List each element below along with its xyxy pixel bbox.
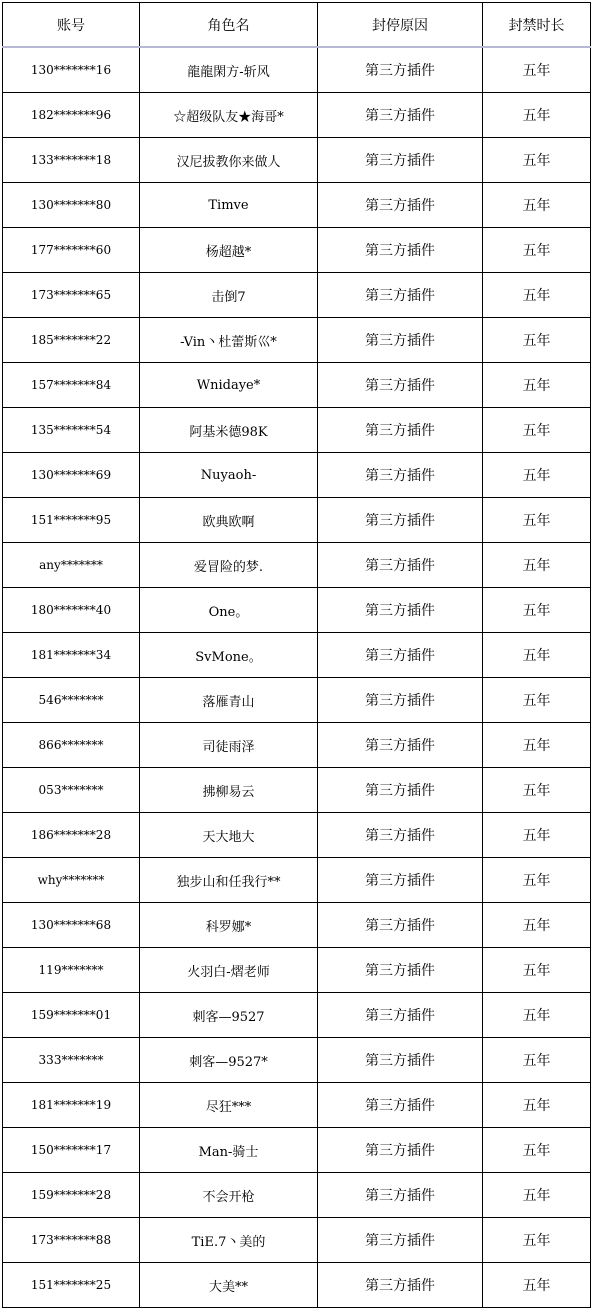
cell-ban-duration: 五年 [483, 633, 591, 678]
cell-role-name: 天大地大 [140, 813, 318, 858]
cell-account: 151*******95 [3, 498, 140, 543]
table-row [3, 543, 591, 588]
cell-account: 546******* [3, 678, 140, 723]
cell-ban-reason: 第三方插件 [318, 588, 483, 633]
table-row [3, 1083, 591, 1128]
table-row [3, 363, 591, 408]
header-role-name: 角色名 [140, 3, 318, 48]
table-header [3, 3, 591, 48]
cell-ban-duration: 五年 [483, 498, 591, 543]
cell-account: 173*******65 [3, 273, 140, 318]
cell-ban-reason: 第三方插件 [318, 318, 483, 363]
table-row [3, 678, 591, 723]
cell-ban-duration: 五年 [483, 1083, 591, 1128]
cell-ban-reason: 第三方插件 [318, 183, 483, 228]
cell-ban-duration: 五年 [483, 183, 591, 228]
table-row [3, 723, 591, 768]
cell-ban-reason: 第三方插件 [318, 363, 483, 408]
cell-ban-reason: 第三方插件 [318, 1263, 483, 1308]
cell-ban-duration: 五年 [483, 813, 591, 858]
cell-ban-duration: 五年 [483, 47, 591, 93]
cell-role-name: SvMone。 [140, 633, 318, 678]
cell-account: 173*******88 [3, 1218, 140, 1263]
cell-role-name: 阿基米德98K [140, 408, 318, 453]
cell-account: 333******* [3, 1038, 140, 1083]
cell-ban-reason: 第三方插件 [318, 948, 483, 993]
cell-ban-reason: 第三方插件 [318, 813, 483, 858]
cell-ban-reason: 第三方插件 [318, 678, 483, 723]
table-row [3, 948, 591, 993]
header-ban-duration: 封禁时长 [483, 3, 591, 48]
cell-role-name: Timve [140, 183, 318, 228]
cell-ban-reason: 第三方插件 [318, 993, 483, 1038]
cell-ban-reason: 第三方插件 [318, 543, 483, 588]
table-row [3, 138, 591, 183]
cell-role-name: 爱冒险的梦. [140, 543, 318, 588]
cell-role-name: 杨超越* [140, 228, 318, 273]
table-row [3, 1263, 591, 1308]
table-row [3, 47, 591, 93]
table-row [3, 453, 591, 498]
cell-role-name: Man-骑士 [140, 1128, 318, 1173]
cell-role-name: Nuyaoh- [140, 453, 318, 498]
header-ban-reason: 封停原因 [318, 3, 483, 48]
cell-ban-reason: 第三方插件 [318, 1173, 483, 1218]
table-row [3, 768, 591, 813]
table-row [3, 228, 591, 273]
table-row [3, 1128, 591, 1173]
cell-account: 130*******68 [3, 903, 140, 948]
cell-account: 181*******19 [3, 1083, 140, 1128]
cell-ban-reason: 第三方插件 [318, 1038, 483, 1083]
cell-ban-duration: 五年 [483, 678, 591, 723]
cell-ban-duration: 五年 [483, 408, 591, 453]
cell-ban-duration: 五年 [483, 228, 591, 273]
cell-ban-duration: 五年 [483, 363, 591, 408]
cell-ban-duration: 五年 [483, 1263, 591, 1308]
cell-ban-duration: 五年 [483, 1218, 591, 1263]
table-row [3, 408, 591, 453]
cell-ban-reason: 第三方插件 [318, 858, 483, 903]
cell-role-name: 大美** [140, 1263, 318, 1308]
cell-ban-duration: 五年 [483, 588, 591, 633]
cell-role-name: Wnidaye* [140, 363, 318, 408]
cell-role-name: 不会开枪 [140, 1173, 318, 1218]
cell-role-name: 刺客—9527* [140, 1038, 318, 1083]
table-row [3, 498, 591, 543]
cell-role-name: 欧典欧啊 [140, 498, 318, 543]
cell-ban-reason: 第三方插件 [318, 453, 483, 498]
table-row [3, 1038, 591, 1083]
table-row [3, 993, 591, 1038]
table-row [3, 183, 591, 228]
table-row [3, 903, 591, 948]
table-body [3, 47, 591, 1308]
cell-ban-duration: 五年 [483, 543, 591, 588]
cell-ban-reason: 第三方插件 [318, 1128, 483, 1173]
cell-role-name: 火羽白-熠老师 [140, 948, 318, 993]
cell-account: 133*******18 [3, 138, 140, 183]
cell-account: 130*******69 [3, 453, 140, 498]
cell-role-name: 司徒雨泽 [140, 723, 318, 768]
cell-role-name: ☆超级队友★海哥* [140, 93, 318, 138]
table-row [3, 93, 591, 138]
cell-ban-reason: 第三方插件 [318, 1218, 483, 1263]
table-row [3, 858, 591, 903]
cell-account: 135*******54 [3, 408, 140, 453]
cell-account: 157*******84 [3, 363, 140, 408]
cell-ban-duration: 五年 [483, 1038, 591, 1083]
cell-account: any******* [3, 543, 140, 588]
cell-ban-duration: 五年 [483, 273, 591, 318]
cell-ban-duration: 五年 [483, 903, 591, 948]
cell-account: 130*******80 [3, 183, 140, 228]
table-row [3, 813, 591, 858]
cell-account: 130*******16 [3, 47, 140, 93]
cell-role-name: 击倒7 [140, 273, 318, 318]
header-account: 账号 [3, 3, 140, 48]
ban-list-table [2, 2, 591, 1308]
cell-account: 185*******22 [3, 318, 140, 363]
cell-ban-duration: 五年 [483, 138, 591, 183]
cell-ban-reason: 第三方插件 [318, 723, 483, 768]
cell-account: 150*******17 [3, 1128, 140, 1173]
cell-ban-reason: 第三方插件 [318, 47, 483, 93]
cell-ban-reason: 第三方插件 [318, 273, 483, 318]
cell-role-name: 独步山和任我行** [140, 858, 318, 903]
cell-role-name: 刺客—9527 [140, 993, 318, 1038]
cell-account: 159*******28 [3, 1173, 140, 1218]
cell-account: why******* [3, 858, 140, 903]
cell-role-name: 龍龍閑方-斩风 [140, 47, 318, 93]
cell-role-name: 科罗娜* [140, 903, 318, 948]
cell-role-name: 尽狂*** [140, 1083, 318, 1128]
cell-role-name: -Vin丶杜蕾斯巛* [140, 318, 318, 363]
cell-ban-reason: 第三方插件 [318, 93, 483, 138]
cell-ban-reason: 第三方插件 [318, 138, 483, 183]
cell-ban-duration: 五年 [483, 453, 591, 498]
header-row [3, 3, 591, 48]
cell-ban-duration: 五年 [483, 993, 591, 1038]
cell-account: 186*******28 [3, 813, 140, 858]
cell-ban-reason: 第三方插件 [318, 1083, 483, 1128]
table-row [3, 1218, 591, 1263]
cell-ban-reason: 第三方插件 [318, 228, 483, 273]
cell-ban-reason: 第三方插件 [318, 633, 483, 678]
cell-role-name: 拂柳易云 [140, 768, 318, 813]
cell-ban-duration: 五年 [483, 1128, 591, 1173]
cell-account: 159*******01 [3, 993, 140, 1038]
table-row [3, 588, 591, 633]
cell-role-name: TiE.7丶美的 [140, 1218, 318, 1263]
table-row [3, 1173, 591, 1218]
cell-account: 181*******34 [3, 633, 140, 678]
table-row [3, 318, 591, 363]
cell-ban-duration: 五年 [483, 768, 591, 813]
cell-role-name: 落雁青山 [140, 678, 318, 723]
cell-ban-duration: 五年 [483, 93, 591, 138]
cell-account: 053******* [3, 768, 140, 813]
cell-role-name: One。 [140, 588, 318, 633]
cell-account: 182*******96 [3, 93, 140, 138]
cell-ban-duration: 五年 [483, 723, 591, 768]
cell-account: 177*******60 [3, 228, 140, 273]
cell-ban-reason: 第三方插件 [318, 768, 483, 813]
cell-account: 180*******40 [3, 588, 140, 633]
cell-ban-reason: 第三方插件 [318, 408, 483, 453]
cell-ban-duration: 五年 [483, 318, 591, 363]
table-row [3, 273, 591, 318]
cell-account: 866******* [3, 723, 140, 768]
cell-ban-duration: 五年 [483, 1173, 591, 1218]
cell-account: 119******* [3, 948, 140, 993]
cell-role-name: 汉尼拔教你来做人 [140, 138, 318, 183]
cell-ban-duration: 五年 [483, 948, 591, 993]
cell-ban-duration: 五年 [483, 858, 591, 903]
cell-account: 151*******25 [3, 1263, 140, 1308]
cell-ban-reason: 第三方插件 [318, 903, 483, 948]
table-row [3, 633, 591, 678]
cell-ban-reason: 第三方插件 [318, 498, 483, 543]
